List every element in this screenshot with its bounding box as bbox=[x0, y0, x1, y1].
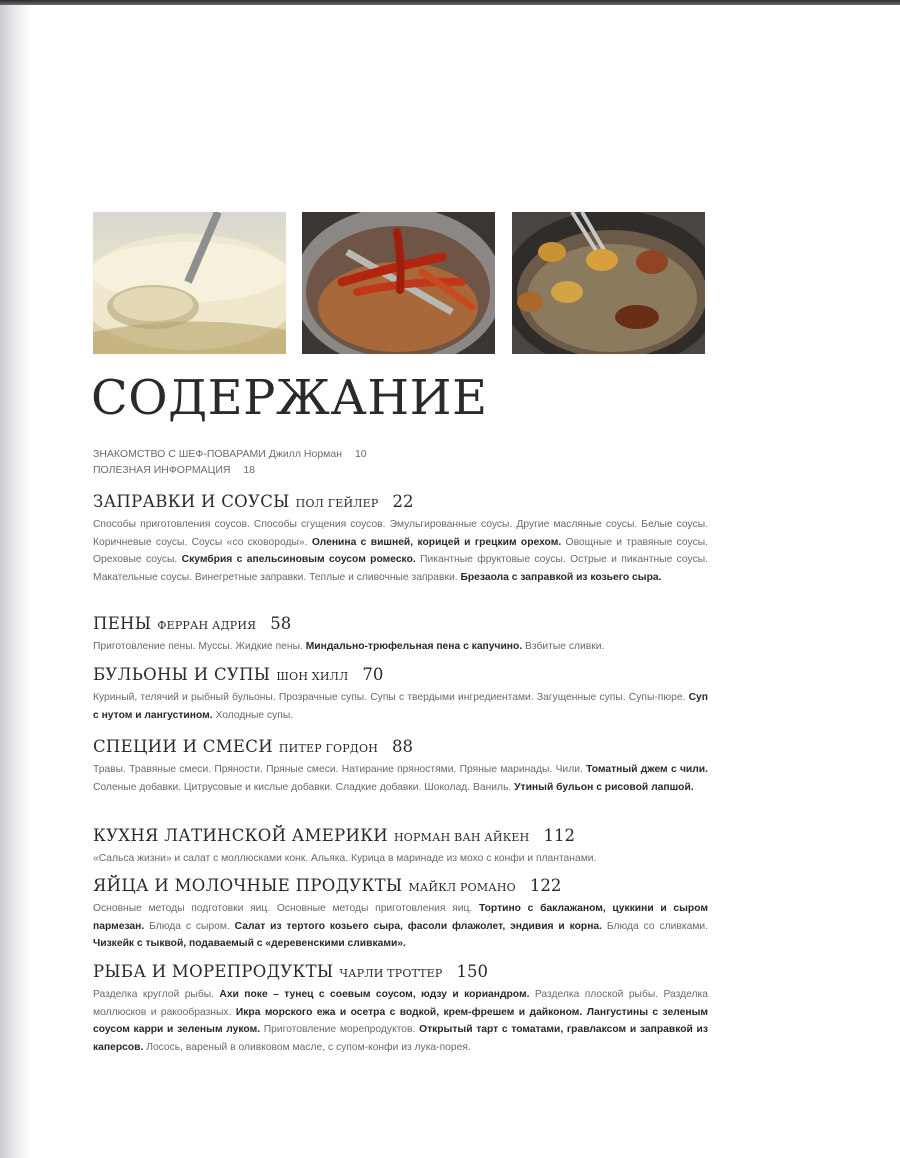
section-heading[interactable] bbox=[93, 826, 708, 850]
page-top-edge bbox=[0, 0, 900, 5]
section-heading[interactable] bbox=[93, 737, 708, 761]
page-title: СОДЕРЖАНИЕ bbox=[91, 370, 488, 426]
topic-text: Разделка плоской рыбы. Разделка моллюсков и ракообразных. bbox=[93, 989, 708, 1018]
section-description bbox=[93, 850, 708, 868]
section-description bbox=[93, 638, 708, 656]
recipe-title: Ахи поке – тунец с соевым соусом, юдзу и кориандром. bbox=[219, 989, 530, 1000]
section-author: ЧАРЛИ ТРОТТЕР bbox=[339, 967, 443, 980]
toc-section-dressings-sauces bbox=[93, 492, 708, 586]
section-heading[interactable] bbox=[93, 492, 708, 516]
section-title: ПЕНЫ bbox=[93, 614, 152, 633]
section-page-number: 22 bbox=[392, 492, 414, 511]
topic-text: Приготовление пены. Муссы. Жидкие пены. bbox=[93, 641, 306, 652]
section-author: ПИТЕР ГОРДОН bbox=[278, 742, 378, 755]
topic-text: Блюда с сыром. bbox=[144, 920, 235, 932]
section-heading[interactable] bbox=[93, 876, 708, 900]
section-author: ПОЛ ГЕЙЛЕР bbox=[295, 497, 379, 510]
topic-text: Основные методы подготовки яиц. Основные методы приготовления яиц. bbox=[93, 903, 479, 914]
section-title: КУХНЯ ЛАТИНСКОЙ АМЕРИКИ bbox=[93, 826, 388, 845]
topic-text: Разделка круглой рыбы. bbox=[93, 989, 220, 1000]
topic-text: «Сальса жизни» и салат с моллюсками конк. Альяка. Курица в маринаде из мохо с конфи и плантанами. bbox=[93, 853, 597, 864]
photo-strip bbox=[93, 212, 705, 354]
section-title: РЫБА И МОРЕПРОДУКТЫ bbox=[93, 962, 334, 981]
section-heading[interactable] bbox=[93, 614, 708, 638]
section-heading[interactable] bbox=[93, 665, 708, 689]
recipe-title: Открытый тарт с томатами, гравлаксом и заправкой из каперсов. bbox=[93, 1024, 708, 1053]
topic-text: Соленые добавки. Цитрусовые и кислые добавки. Сладкие добавки. Шоколад. Ваниль. bbox=[93, 781, 515, 793]
intro-page-number: 10 bbox=[354, 448, 367, 460]
recipe-title: Брезаола с заправкой из козьего сыра. bbox=[460, 571, 662, 583]
section-description bbox=[93, 900, 708, 953]
recipe-title: Томатный джем с чили. bbox=[586, 764, 708, 775]
section-page-number: 70 bbox=[362, 665, 384, 684]
recipe-title: Салат из тертого козьего сыра, фасоли флажолет, эндивия и корна. bbox=[234, 920, 603, 932]
section-page-number: 150 bbox=[456, 962, 488, 981]
section-description bbox=[93, 689, 708, 724]
toc-section-latin-american bbox=[93, 826, 708, 868]
section-page-number: 58 bbox=[270, 614, 292, 633]
topic-text: Блюда со сливками. bbox=[602, 920, 709, 932]
photo-chili-pan bbox=[302, 212, 495, 354]
topic-text: Взбитые сливки. bbox=[522, 641, 605, 652]
section-heading[interactable] bbox=[93, 962, 708, 986]
intro-list bbox=[93, 446, 708, 478]
section-author: МАЙКЛ РОМАНО bbox=[408, 881, 516, 894]
toc-section-fish-seafood bbox=[93, 962, 708, 1056]
topic-text: Пикантные фруктовые соусы. Острые и пикантные соусы. Макательные соусы. Винегретные заправки. Теплые и сливочные заправки. bbox=[93, 554, 708, 583]
section-author: НОРМАН ВАН АЙКЕН bbox=[394, 831, 530, 844]
photo-sauce-ladle bbox=[93, 212, 286, 354]
recipe-title: Оленина с вишней, корицей и грецким орехом. bbox=[311, 536, 562, 548]
topic-text: Холодные супы. bbox=[212, 709, 294, 721]
intro-label: ЗНАКОМСТВО С ШЕФ-ПОВАРАМИ bbox=[93, 448, 266, 460]
section-author: ШОН ХИЛЛ bbox=[276, 670, 349, 683]
topic-text: Овощные и травяные соусы. Ореховые соусы. bbox=[93, 536, 708, 565]
recipe-title: Миндально-трюфельная пена с капучино. bbox=[305, 641, 523, 652]
photo-plantain-pan bbox=[512, 212, 705, 354]
toc-section-foams bbox=[93, 614, 708, 656]
section-author: ФЕРРАН АДРИЯ bbox=[157, 619, 257, 632]
recipe-title: Скумбрия с апельсиновым соусом ромеско. bbox=[181, 554, 416, 565]
section-title: ЯЙЦА И МОЛОЧНЫЕ ПРОДУКТЫ bbox=[93, 876, 403, 895]
topic-text: Способы приготовления соусов. Способы сгущения соусов. Эмульгированные соусы. Другие масляные соусы. Белые соусы. Коричневые соусы. Соусы «со сковороды». bbox=[93, 519, 708, 548]
section-description bbox=[93, 516, 708, 586]
topic-text: Приготовление морепродуктов. bbox=[260, 1024, 420, 1035]
section-page-number: 88 bbox=[392, 737, 413, 756]
topic-text: Куриный, телячий и рыбный бульоны. Прозрачные супы. Супы с твердыми ингредиентами. Загущенные супы. Супы-пюре. bbox=[93, 692, 689, 703]
toc-section-spices-blends bbox=[93, 737, 708, 796]
recipe-title: Утиный бульон с рисовой лапшой. bbox=[514, 781, 694, 793]
section-page-number: 122 bbox=[529, 876, 562, 895]
section-title: БУЛЬОНЫ И СУПЫ bbox=[93, 665, 271, 684]
topic-text: Лосось, вареный в оливковом масле, с супом-конфи из лука-порея. bbox=[143, 1041, 471, 1053]
recipe-title: Тортино с баклажаном, цуккини и сыром пармезан. bbox=[93, 903, 708, 932]
intro-label: ПОЛЕЗНАЯ ИНФОРМАЦИЯ bbox=[93, 464, 231, 476]
intro-item[interactable] bbox=[93, 446, 708, 462]
recipe-title: Икра морского ежа и осетра с водкой, крем-фрешем и дайконом. Лангустины с зеленым соусом карри и зеленым луком. bbox=[93, 1006, 708, 1035]
section-title: СПЕЦИИ И СМЕСИ bbox=[93, 737, 273, 756]
intro-author: Джилл Норман bbox=[268, 448, 343, 460]
recipe-title: Чизкейк с тыквой, подаваемый с «деревенскими сливками». bbox=[93, 938, 406, 949]
toc-section-broths-soups bbox=[93, 665, 708, 724]
recipe-title: Суп с нутом и лангустином. bbox=[93, 692, 708, 721]
intro-item[interactable] bbox=[93, 462, 708, 478]
toc-section-eggs-dairy bbox=[93, 876, 708, 953]
section-description bbox=[93, 761, 708, 796]
section-description bbox=[93, 986, 708, 1056]
intro-page-number: 18 bbox=[243, 464, 256, 476]
section-page-number: 112 bbox=[543, 826, 575, 845]
section-title: ЗАПРАВКИ И СОУСЫ bbox=[93, 492, 290, 511]
topic-text: Травы. Травяные смеси. Пряности. Пряные смеси. Натирание пряностями. Пряные маринады. Чили. bbox=[93, 764, 587, 775]
book-spine-shadow bbox=[0, 0, 30, 1158]
